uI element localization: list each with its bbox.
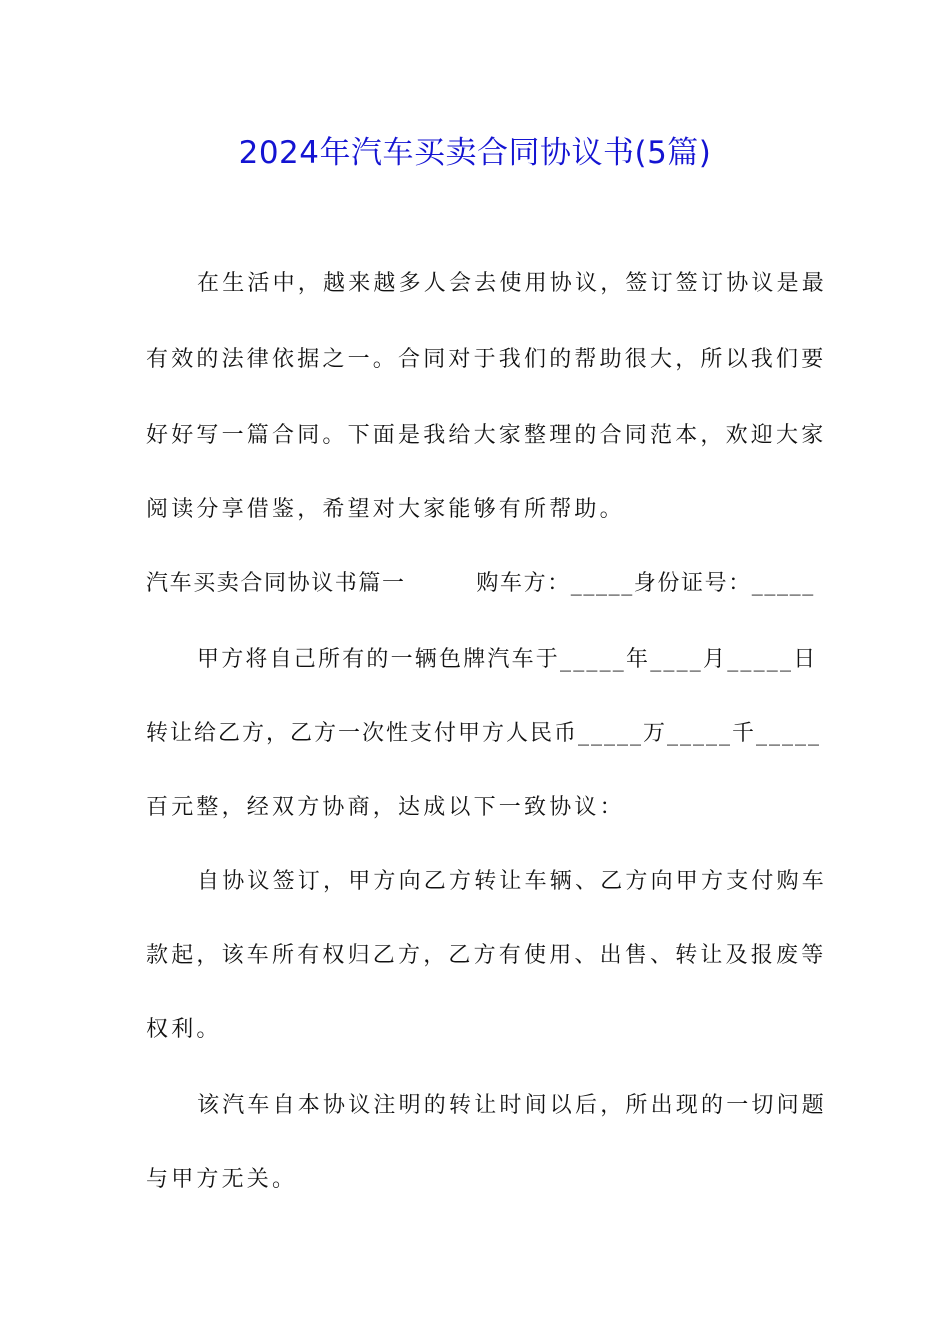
section-heading-line: 汽车买卖合同协议书篇一 购车方：_____身份证号：_____	[146, 571, 815, 596]
paragraph-line: 百元整，经双方协商，达成以下一致协议：	[146, 795, 625, 820]
paragraph-line: 有效的法律依据之一。合同对于我们的帮助很大，所以我们要	[146, 347, 827, 372]
paragraph-line: 阅读分享借鉴，希望对大家能够有所帮助。	[146, 497, 625, 522]
paragraph-line: 在生活中，越来越多人会去使用协议，签订签订协议是最	[197, 271, 828, 296]
paragraph-line: 好好写一篇合同。下面是我给大家整理的合同范本，欢迎大家	[146, 423, 827, 448]
paragraph-line: 自协议签订，甲方向乙方转让车辆、乙方向甲方支付购车	[197, 869, 828, 894]
paragraph-line: 转让给乙方，乙方一次性支付甲方人民币_____万_____千_____	[146, 721, 822, 746]
document-title: 2024年汽车买卖合同协议书(5篇)	[238, 135, 712, 171]
paragraph-line: 与甲方无关。	[146, 1167, 298, 1192]
paragraph-line: 款起，该车所有权归乙方，乙方有使用、出售、转让及报废等	[146, 943, 827, 968]
paragraph-line: 权利。	[146, 1017, 222, 1042]
paragraph-line: 该汽车自本协议注明的转让时间以后，所出现的一切问题	[197, 1093, 828, 1118]
paragraph-line: 甲方将自己所有的一辆色牌汽车于_____年____月_____日	[197, 647, 818, 672]
